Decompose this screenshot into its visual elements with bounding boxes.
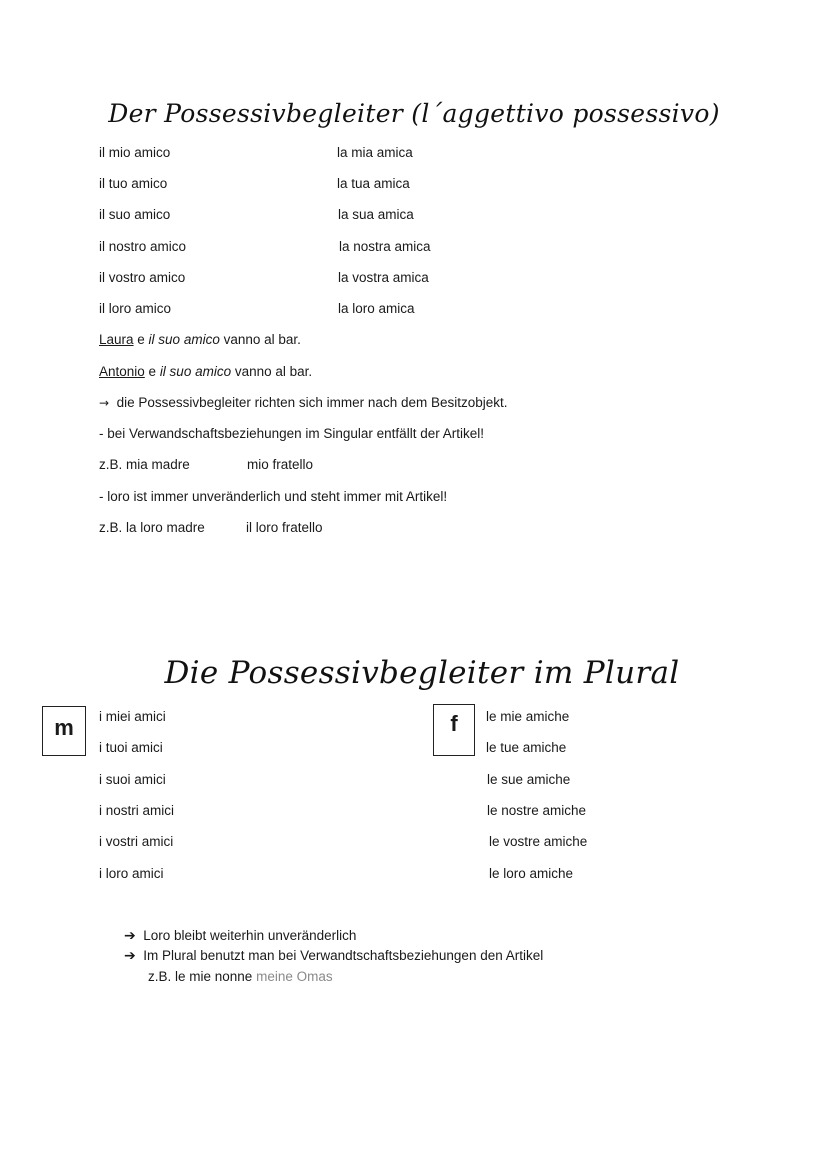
example-name: Laura <box>99 332 134 347</box>
plural-masc-row-1: i miei amici <box>99 709 166 724</box>
bullet-loro <box>124 928 356 944</box>
fem-row-5: la vostra amica <box>338 270 429 285</box>
fem-row-6: la loro amica <box>338 301 415 316</box>
plural-masc-row-5: i vostri amici <box>99 834 174 849</box>
masc-row-1: il mio amico <box>99 145 171 160</box>
plural-fem-row-3: le sue amiche <box>487 772 571 787</box>
example-conjunction: e <box>144 364 160 379</box>
example-rest: vanno al bar. <box>219 332 301 347</box>
page-title: Der Possessivbegleiter (l´aggettivo possessivo) <box>108 99 720 128</box>
rule2-example-b: il loro fratello <box>246 520 323 535</box>
arrow-note-text: die Possessivbegleiter richten sich immer nach dem Besitzobjekt. <box>116 395 508 410</box>
feminine-box: f <box>433 704 475 756</box>
plural-masc-row-3: i suoi amici <box>99 772 166 787</box>
masc-row-4: il nostro amico <box>99 239 187 254</box>
masc-row-5: il vostro amico <box>99 270 186 285</box>
plural-example <box>148 969 333 984</box>
masc-row-3: il suo amico <box>99 207 171 222</box>
fem-row-3: la sua amica <box>338 207 414 222</box>
rule1-example-a: z.B. mia madre <box>99 457 190 472</box>
section-title-plural: Die Possessivbegleiter im Plural <box>164 655 680 691</box>
example-phrase: il suo amico <box>148 332 220 347</box>
bold-arrow-right-icon: ➔ <box>124 948 136 964</box>
plural-fem-row-2: le tue amiche <box>486 740 567 755</box>
plural-masc-row-4: i nostri amici <box>99 803 175 818</box>
plural-fem-row-5: le vostre amiche <box>489 834 588 849</box>
rule-loro: - loro ist immer unveränderlich und steht immer mit Artikel! <box>99 489 448 504</box>
masc-row-2: il tuo amico <box>99 176 168 191</box>
plural-fem-row-1: le mie amiche <box>486 709 570 724</box>
example-name: Antonio <box>99 364 145 379</box>
example-conjunction: e <box>133 332 149 347</box>
masculine-box: m <box>42 706 86 756</box>
fem-row-2: la tua amica <box>337 176 410 191</box>
bullet-plural-kinship <box>124 948 543 964</box>
bold-arrow-right-icon: ➔ <box>124 928 136 944</box>
fem-row-1: la mia amica <box>337 145 413 160</box>
bullet-plural-text: Im Plural benutzt man bei Verwandtschaftsbeziehungen den Artikel <box>143 948 544 963</box>
plural-fem-row-6: le loro amiche <box>489 866 574 881</box>
example-phrase: il suo amico <box>159 364 232 379</box>
rule2-example-a: z.B. la loro madre <box>99 520 205 535</box>
plural-fem-row-4: le nostre amiche <box>487 803 587 818</box>
example-rest: vanno al bar. <box>231 364 313 379</box>
arrow-note <box>99 395 508 410</box>
bullet-loro-text: Loro bleibt weiterhin unveränderlich <box>143 928 357 943</box>
masc-row-6: il loro amico <box>99 301 172 316</box>
plural-example-italian: z.B. le mie nonne <box>148 969 253 984</box>
example-sentence-1 <box>99 332 301 347</box>
plural-masc-row-6: i loro amici <box>99 866 164 881</box>
rule-singular-kinship: - bei Verwandschaftsbeziehungen im Singular entfällt der Artikel! <box>99 426 484 441</box>
arrow-right-icon: → <box>99 396 110 410</box>
rule1-example-b: mio fratello <box>247 457 314 472</box>
plural-masc-row-2: i tuoi amici <box>99 740 163 755</box>
plural-example-translation: meine Omas <box>256 969 333 984</box>
example-sentence-2 <box>99 364 312 379</box>
fem-row-4: la nostra amica <box>339 239 431 254</box>
